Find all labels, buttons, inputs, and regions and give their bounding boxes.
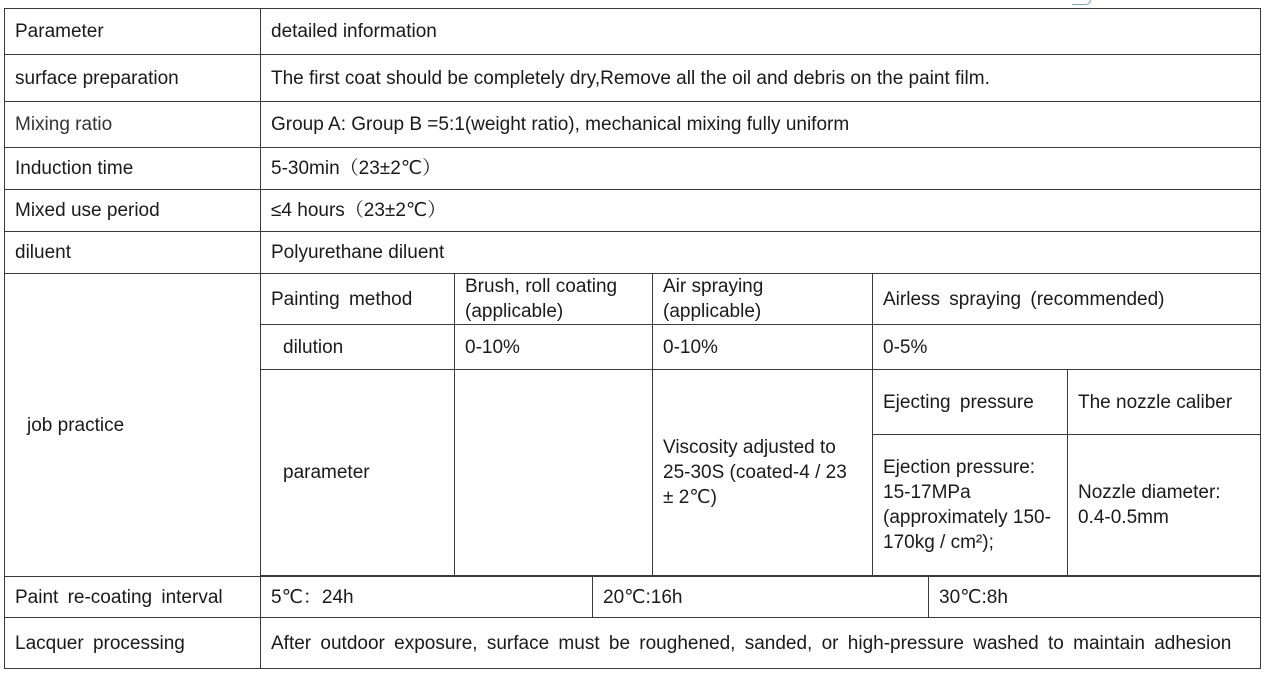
painting-method-label: Painting method	[261, 274, 455, 325]
ejecting-pressure-header: Ejecting pressure	[873, 370, 1068, 435]
ejection-pressure-value: Ejection pressure: 15-17MPa (approximately 150-170kg / cm²);	[873, 435, 1068, 576]
table-row	[5, 102, 1261, 148]
lacquer-row	[5, 618, 1261, 669]
method-airless-spraying: Airless spraying (recommended)	[873, 274, 1261, 325]
row-value: 5-30min（23±2℃）	[261, 148, 1261, 190]
recoat-20c: 20℃:16h	[593, 577, 929, 618]
table-header-row	[5, 9, 1261, 55]
nozzle-diameter-value: Nozzle diameter: 0.4-0.5mm	[1068, 435, 1261, 576]
row-label: surface preparation	[5, 55, 261, 102]
page-corner-mark	[1072, 0, 1091, 5]
dilution-airless-spraying: 0-5%	[873, 325, 1261, 370]
recoat-label: Paint re-coating interval	[5, 577, 261, 618]
table-row	[5, 55, 1261, 102]
row-value: ≤4 hours（23±2℃）	[261, 190, 1261, 232]
row-label: Mixing ratio	[5, 102, 261, 148]
method-air-spraying: Air spraying (applicable)	[653, 274, 873, 325]
job-practice-label: job practice	[5, 274, 261, 577]
recoat-30c: 30℃:8h	[929, 577, 1261, 618]
parameter-brush-roll-empty	[455, 370, 653, 576]
lacquer-label: Lacquer processing	[5, 618, 261, 669]
parameter-table	[4, 8, 1261, 669]
row-label: Induction time	[5, 148, 261, 190]
parameter-label: parameter	[261, 370, 455, 576]
header-detailed-information: detailed information	[261, 9, 1261, 55]
lacquer-value: After outdoor exposure, surface must be roughened, sanded, or high-pressure washed to maintain adhesion	[261, 618, 1261, 669]
nozzle-caliber-header: The nozzle caliber	[1068, 370, 1261, 435]
recoat-row	[5, 577, 1261, 618]
method-brush-roll: Brush, roll coating (applicable)	[455, 274, 653, 325]
table-row	[5, 190, 1261, 232]
row-value: The first coat should be completely dry,Remove all the oil and debris on the paint film.	[261, 55, 1261, 102]
dilution-brush-roll: 0-10%	[455, 325, 653, 370]
row-label: diluent	[5, 232, 261, 274]
dilution-label: dilution	[261, 325, 455, 370]
table-row	[5, 148, 1261, 190]
row-value: Polyurethane diluent	[261, 232, 1261, 274]
row-label: Mixed use period	[5, 190, 261, 232]
dilution-air-spraying: 0-10%	[653, 325, 873, 370]
job-method-row	[5, 274, 1261, 325]
header-parameter: Parameter	[5, 9, 261, 55]
table-row	[5, 232, 1261, 274]
row-value: Group A: Group B =5:1(weight ratio), mechanical mixing fully uniform	[261, 102, 1261, 148]
recoat-5c: 5℃：24h	[261, 577, 593, 618]
parameter-air-spraying: Viscosity adjusted to 25-30S (coated-4 / 23 ± 2℃)	[653, 370, 873, 576]
